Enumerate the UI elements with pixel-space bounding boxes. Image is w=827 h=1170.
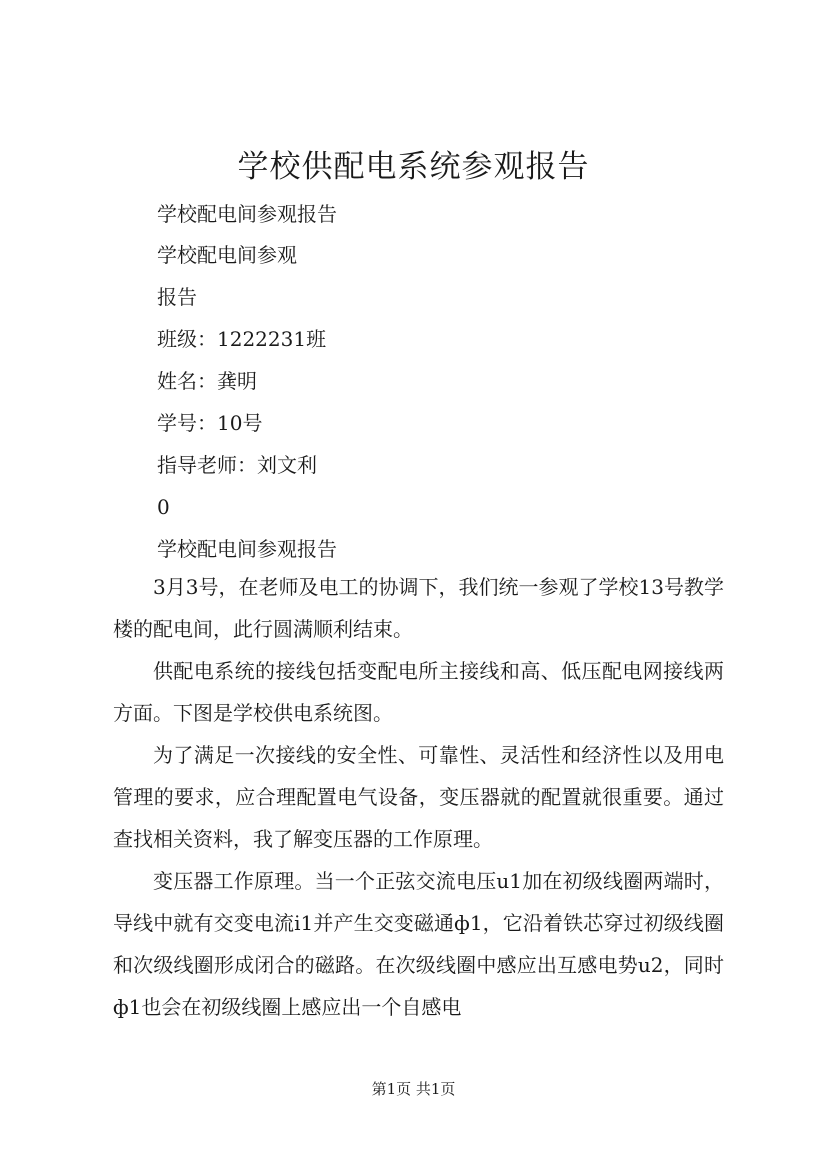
line-class: 班级：1222231班 [157, 327, 327, 351]
line-report-heading: 学校配电间参观报告 [157, 202, 337, 226]
line-student-number: 学号：10号 [157, 411, 263, 435]
line-report-label: 报告 [157, 285, 197, 309]
page-footer: 第1页 共1页 [371, 1080, 456, 1098]
line-zero: 0 [157, 495, 170, 519]
body-text [113, 566, 724, 1028]
document-title: 学校供配电系统参观报告 [237, 149, 590, 185]
paragraph-visit: 3月3号，在老师及电工的协调下，我们统一参观了学校13号教学楼的配电间，此行圆满顺利结束。 [113, 575, 724, 641]
line-report-heading-repeat: 学校配电间参观报告 [157, 537, 337, 561]
line-advisor: 指导老师：刘文利 [157, 453, 317, 477]
line-report-subheading: 学校配电间参观 [157, 243, 297, 267]
paragraph-transformer-principle: 变压器工作原理。当一个正弦交流电压u1加在初级线圈两端时，导线中就有交变电流i1并产生交变磁通ф1，它沿着铁芯穿过初级线圈和次级线圈形成闭合的磁路。在次级线圈中感应出互感电势u2，同时ф1也会在初级线圈上感应出一个自感电 [113, 869, 724, 1019]
line-name: 姓名：龚明 [157, 369, 257, 393]
paragraph-wiring: 供配电系统的接线包括变配电所主接线和高、低压配电网接线两方面。下图是学校供电系统图。 [113, 659, 724, 725]
paragraph-requirements: 为了满足一次接线的安全性、可靠性、灵活性和经济性以及用电管理的要求，应合理配置电气设备，变压器就的配置就很重要。通过查找相关资料，我了解变压器的工作原理。 [113, 743, 724, 851]
